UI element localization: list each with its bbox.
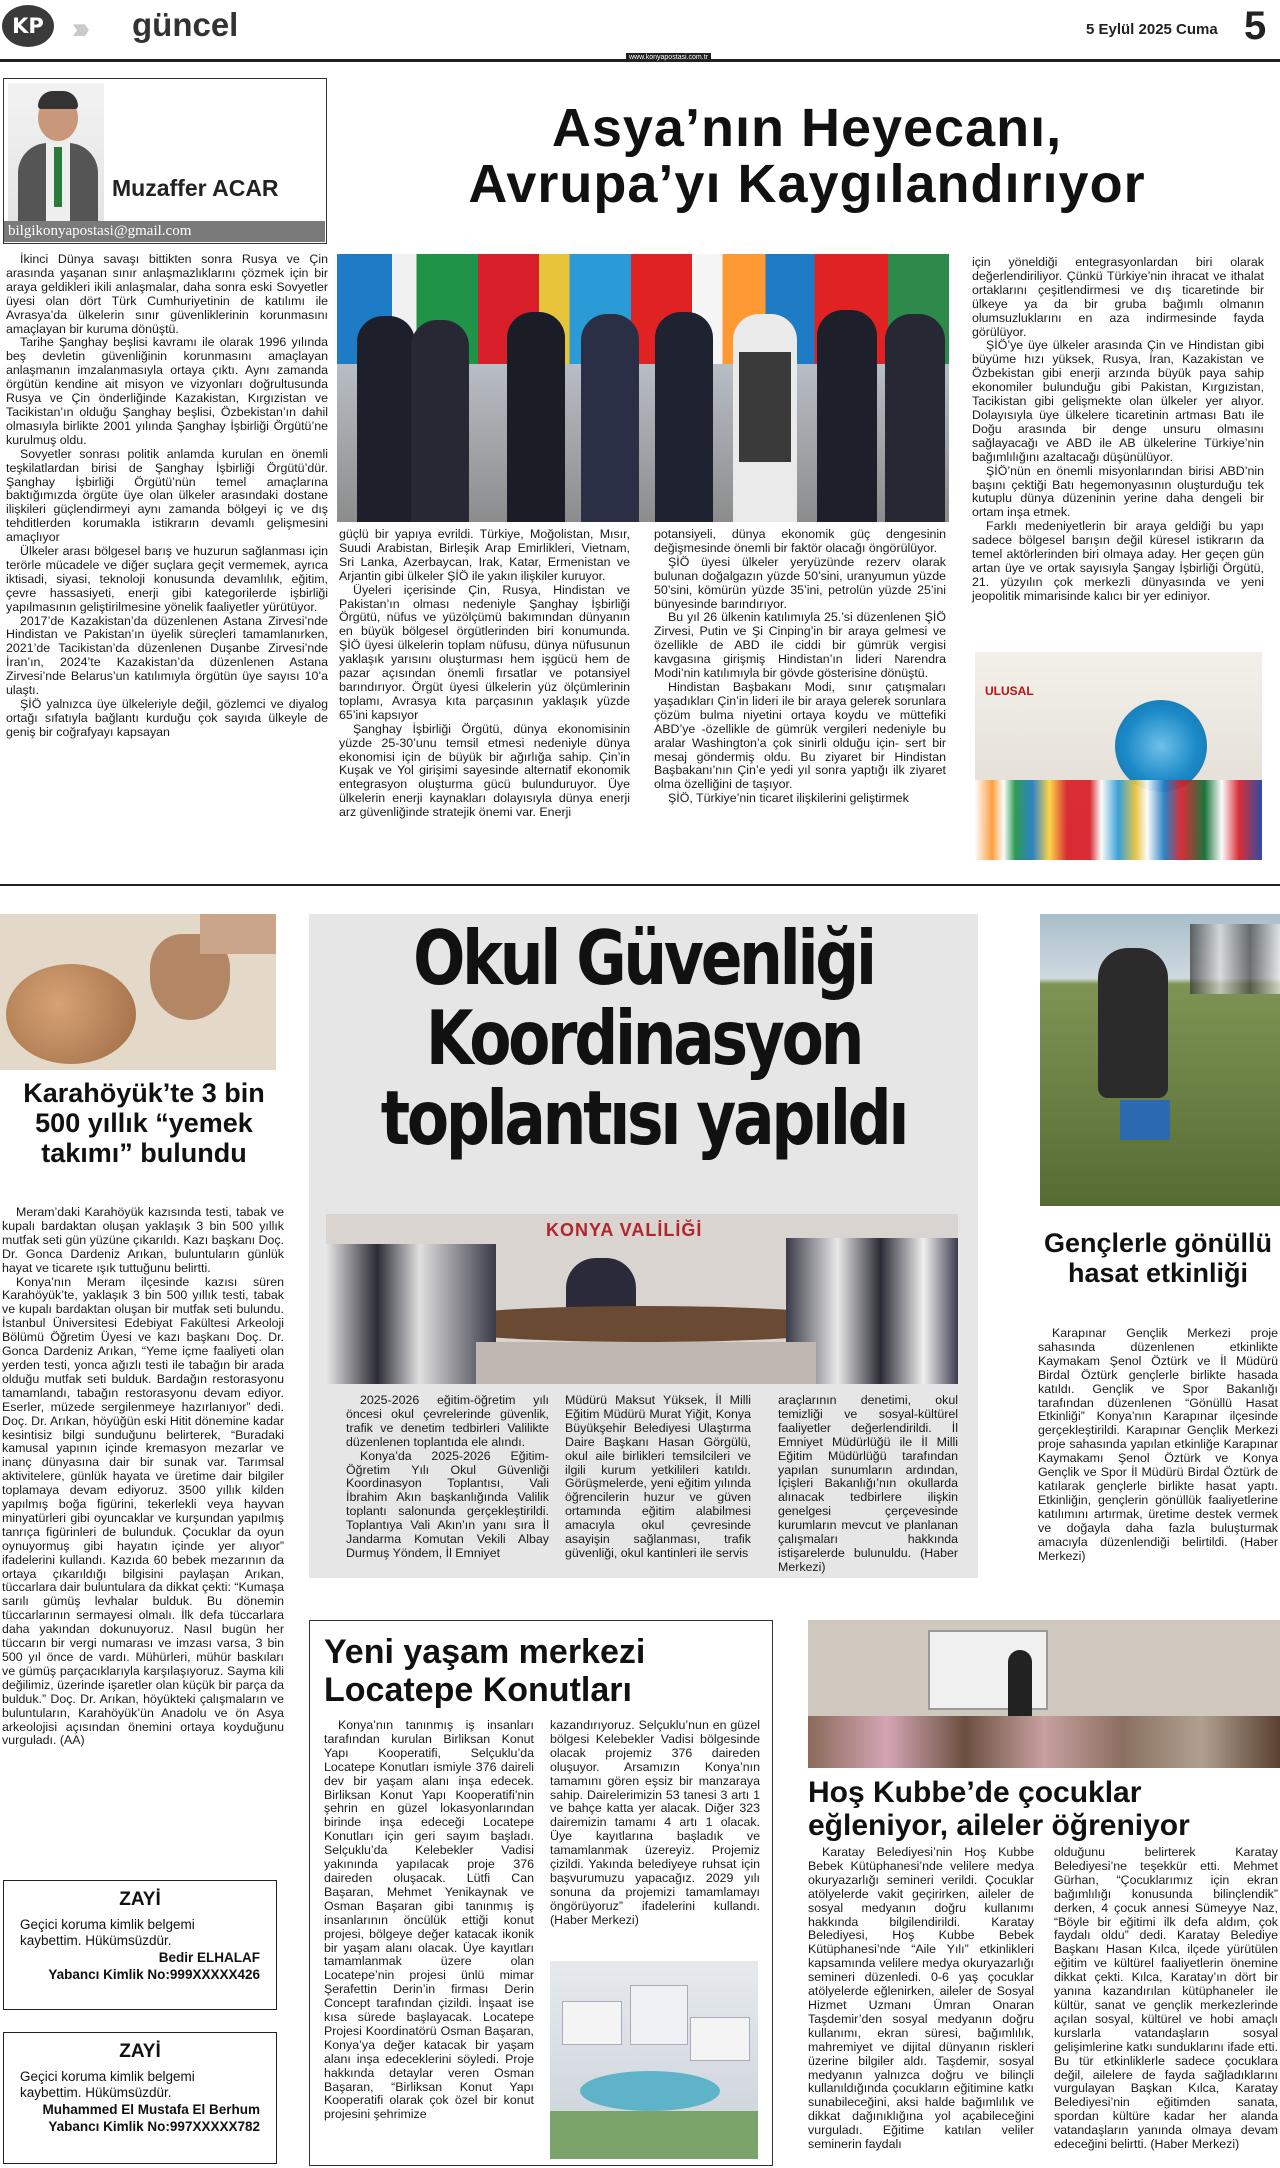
genclik-body — [1038, 1327, 1278, 1563]
paragraph: olduğunu belirterek Karatay Belediyesi’ne teşekkür etti. Mehmet Gürhan, “Çocuklarımız için ekran bağımlılığı konusunda bilinçlendik” derken, 4 çocuk annesi Sümeyye Naz, “Böyle bir eğitimi ilk defa aldım, çok faydalı oldu” dedi. Karatay Belediye Başkanı Hasan Kılca, ilçede yürütülen eğitim ve kültürel faaliyetlerin önemine dikkat çekti. Kılca, Karatay’ın dört bir yanına kazandırılan kütüphaneler ile kültür, sanat ve gençlik merkezlerinde açılan sosyal, kültürel ve hobi amaçlı kurslarla vatandaşların sosyal gelişimlerine katkı sunduklarını ifade etti. Bu tür etkinliklerle sadece çocuklara değil, ailelere de fayda sağladıklarını vurgulayan Başkan Kılca, Karatay Belediyesi’nin eğitimden sanata, spordan kültüre kadar her alanda vatandaşların yanında olmaya devam edeceğini belirtti. (Haber Merkezi) — [1054, 1845, 1278, 2152]
classified-ad — [3, 2032, 277, 2164]
lead-col-4 — [972, 256, 1264, 604]
photo-banner: KONYA VALİLİĞİ — [546, 1220, 703, 1240]
issue-date: 5 Eylül 2025 Cuma — [1086, 21, 1218, 38]
ad-name: Muhammed El Mustafa El Berhum — [42, 2102, 260, 2117]
okul-col-2 — [565, 1394, 751, 1561]
paragraph: Hindistan Başbakanı Modi, sınır çatışmaları yaşadıkları Çin’in lideri ile bir araya gelerek sorunlara çözüm bulma niyetini ortaya koydu ve müttefiki ABD’ye -özellikle de gümrük vergileri nedeniyle bu aralar Washington’a çok sinirli olduğu için- sert bir mesaj göndermiş oldu. Bu ziyaret bir Hindistan Başbakanı’nın Çin’e yedi yıl sonra yaptığı ilk ziyaret olma özelliğini de taşıyor. — [654, 679, 946, 792]
paragraph: ŞİÖ yalnızca üye ülkeleriyle değil, gözlemci ve diyalog ortağı sıfatıyla bağlantı kurduğu çok sayıda ülkeyle de geniş bir coğrafyayı kapsayan — [6, 697, 328, 739]
paragraph: Karatay Belediyesi’nin Hoş Kubbe Bebek Kütüphanesi’nde velilere medya okuryazarlığı semineri verildi. Çocuklar atölyelerde vakit geçirirken, aileler de sosyal medyanın doğru kullanımı hakkında bilgilendirildi. Karatay Belediyesi, Hoş Kubbe Bebek Kütüphanesi’nde “Aile Yılı” etkinlikleri kapsamında velilere medya okuryazarlığı semineri düzenledi. 0-6 yaş çocuklar atölyelerde eğlenirken, aileler de Sosyal Hizmet Uzmanı Ümran Onaran Taşdemir’den sosyal medyanın doğru kullanımı, ekran süresi, bağımlılık, mahremiyet ve dijital dünyanın riskleri üzerine bilgiler aldı. Taşdemir, sosyal medyanın yalnızca doğru ve bilinçli kullanıldığında çocukların eğitimine katkı sunabileceğini, aksi halde bağımlılık ve dikkat dağınıklığına yol açabileceğini vurguladı. Eğitime katılan veliler seminerin faydalı — [808, 1845, 1034, 2152]
paragraph: Üyeleri içerisinde Çin, Rusya, Hindistan ve Pakistan’ın olması nedeniyle Şanghay İşbirliği Örgütü, nüfus ve yüzölçümü bakımından dünyanın en büyük bölgesel örgütlerinden biri konumunda. ŞİÖ üyesi ülkelerin toplam nüfusu, dünya nüfusunun yaklaşık yarısını oluşturması hem işgücü hem de pazar açısından önemli fırsatlar ve potansiyel barındırıyor. Örgüt üyesi ülkelerin yüz ölçümlerinin toplamı, Avrasya kıta parçasının yaklaşık yüzde 65’ini kapsıyor — [339, 582, 630, 722]
kubbe-headline-line2: eğleniyor, aileler öğreniyor — [808, 1809, 1190, 1842]
paragraph: Farklı medeniyetlerin bir araya geldiği bu yapı sadece bölgesel barışın değil küresel istikrarın da temel aktörlerinden biri olmaya aday. Her geçen gün artan üye ve ortak sayısıyla Şangay İşbirliği Örgütü, 21. yüzyılın çok merkezli dünyasında ve yeni jeopolitik mimarisinde kalıcı bir yer ediniyor. — [972, 519, 1264, 603]
kubbe-headline-line1: Hoş Kubbe’de çocuklar — [808, 1776, 1142, 1809]
ad-title: ZAYİ — [119, 2041, 161, 2062]
lead-headline-line2: Avrupa’yı Kaygılandırıyor — [468, 154, 1146, 214]
lead-col-3 — [654, 528, 946, 806]
lead-col-1 — [6, 253, 328, 740]
okul-box — [309, 914, 978, 1578]
columnist-name: Muzaffer ACAR — [112, 175, 279, 201]
kubbe-headline — [808, 1776, 1280, 1842]
paragraph: Müdürü Maksut Yüksek, İl Milli Eğitim Müdürü Murat Yiğit, Konya Büyükşehir Belediyesi Ulaştırma Daire Başkanı Hasan Görgülü, okul aile birlikleri temsilcileri ve ilgili kurum yetkilileri katıldı. Görüşmelerde, yeni eğitim yılında öğrencilerin huzur ve güven ortamında eğitim alabilmesi amacıyla okul çevresinde asayişin sağlanması, trafik güvenliği, okul kantinleri ile servis — [565, 1393, 751, 1560]
paragraph: Konya’da 2025-2026 Eğitim-Öğretim Yılı Okul Güvenliği Koordinasyon Toplantısı, Vali İbrahim Akın başkanlığında Valilik toplantı salonunda gerçekleştirildi. Toplantıya Vali Akın’ın yanı sıra İl Jandarma Komutan Vekili Albay Durmuş Yöndem, İl Emniyet — [346, 1448, 549, 1560]
karahoyuk-headline: Karahöyük’te 3 bin 500 yıllık “yemek takımı” bulundu — [23, 1078, 265, 1168]
logo-text: KP — [12, 14, 44, 38]
ad-name: Bedir ELHALAF — [158, 1950, 260, 1965]
paragraph: ŞİÖ’nün en önemli misyonlarından birisi ABD’nin başını çektiği Batı hegemonyasının oluşturduğu tek kutuplu dünya düzeninin yerine daha dengeli bir ortam inşa etmek. — [972, 463, 1264, 520]
paragraph: ŞİÖ, Türkiye’nin ticaret ilişkilerini geliştirmek — [668, 791, 909, 806]
paragraph: araçlarının denetimi, okul temizliği ve sosyal-kültürel faaliyetler değerlendirildi. İl Emniyet Müdürlüğü ile İl Milli Eğitim Müdürlüğü tarafından yapılan sunumların ardından, İçişleri Bakanlığı’nın okullarda alınacak tedbirlere ilişkin genelgesi çerçevesinde kurumların mevcut ve planlanan çalışmaları hakkında istişarelerde bulunuldu. (Haber Merkezi) — [778, 1393, 958, 1574]
site-url: www.konyapostasi.com.tr — [626, 53, 711, 62]
paragraph: İkinci Dünya savaşı bittikten sonra Rusya ve Çin arasında yaşanan sınır anlaşmazlıklarını çözmek için bir araya geldikleri ikili anlaşmalar, daha sonra eski Sovyetler üyesi olan dört Türk Cumhuriyetinin de katılımı ile Avrasya’da ülkelerin sınır güvenliklerinin korunmasını amaçlayan bir kuruma dönüştü. — [6, 252, 328, 336]
yasam-col-2 — [550, 1719, 760, 1928]
okul-headline-line3: toplantısı yapıldı — [380, 1074, 907, 1162]
paragraph: güçlü bir yapıya evrildi. Türkiye, Moğolistan, Mısır, Suudi Arabistan, Birleşik Arap Emirlikleri, Vietnam, Sri Lanka, Azerbaycan, Irak, Katar, Ermenistan ve Arjantin gibi ülkeler ŞİÖ ile yakın ilişkiler kuruyor. — [339, 527, 630, 583]
page-number: 5 — [1244, 4, 1267, 48]
paragraph: Konya’nın Meram ilçesinde kazısı süren Karahöyük’te, yaklaşık 3 bin 500 yıllık testi, tabak ve kupalı bardaktan oluşan bir mutfak seti bulundu. İstanbul Üniversitesi Edebiyat Fakültesi Arkeoloji Bölümü Öğretim Üyesi ve kazı başkanı Doç. Dr. Gonca Dardeniz Arıkan, “Yeme içme faaliyeti olan yerden testi, yonca ağızlı testi ile tabağın bir arada olduğu mutfak seti bulduk. Bardağın restorasyonu tamamlandı, tabağın restorasyonu devam ediyor. Eserler, müzede sergilenmeye hazırlanıyor” dedi. Doç. Dr. Arıkan, höyüğün eski Hitit dönemine kadar kesintisiz bilgi sunduğunu belirterek, “Buradaki kamusal yapının içinde kremasyon mezarlar ve inanç dünyasına dair bir sunak var. Tarımsal aktivitelere, günlük hayata ve üretime dair bilgiler toplamaya devam ediyoruz. 3500 yıllık kilden yapılmış boğa figürini, tekerlekli veya hayvan minyatürleri gibi oyuncaklar ve kurşundan yapılmış tanrıça figürinleri de bulunduk. Çocuklar da oyun oynuyormuş gibi hayatın içinde yer alıyor” ifadelerini kullandı. Kazıda 60 bebek mezarının da ortaya çıkarıldığı bilgisini paylaşan Arıkan, tüccarlara dair buluntulara da dikkat çekti: “Kumaşa sarılı gümüş levhalar bulduk. Bu dönemin tüccarlarının sermayesi olmalı. İlk defa tüccarlara daha yakından dokunuyoruz. Nasıl bugün her tüccarın bir vergi numarası ve imzası varsa, 3 bin 500 yıl önce de vardı. Mühürleri, mühür baskıları ve gümüş parçacıklarıyla karşılaşıyoruz. Sayma kili değilimiz, üzerinde işaretler olan küçük bir parça da bulduk.” Doç. Dr. Arıkan, höyükteki çalışmaların ve buluntuların, Karahöyük’ün Anadolu ve ön Asya arkeolojisi açısından önemini ortaya koyduğunu vurguladı. (AA) — [2, 1274, 284, 1748]
paragraph: Ülkeler arası bölgesel barış ve huzurun sağlanması için terörle mücadele ve diğer suçlara geçit vermemek, ayrıca iktisadi, siyasi, teknoloji konusunda devamlılık, eğitim, çevre hassasiyeti, enerji gibi kategorilerde işbirliği yapılmasının geliştirilmesine yönelik faaliyetler yürütüyor. — [6, 544, 328, 614]
yasam-box — [309, 1620, 773, 2166]
banner-caption: ULUSAL — [985, 684, 1034, 698]
okul-col-1 — [346, 1394, 549, 1561]
meeting-photo — [326, 1214, 958, 1384]
okul-headline-line1: Okul Güvenliği — [413, 914, 874, 1002]
yasam-col-1 — [324, 1719, 534, 2122]
yasam-headline-line2: Locatepe Konutları — [324, 1671, 632, 1709]
rendering-photo — [550, 1961, 758, 2159]
section-title: güncel — [132, 6, 239, 43]
logo — [2, 5, 54, 47]
paragraph: Sovyetler sonrası politik anlamda kurulan en önemli teşkilatlardan birisi de Şanghay İşbirliği Örgütü’dür. Şanghay İşbirliği Örgütü’nün temel amaçlarına baktığımızda örgüte üye olan ülkeler arasındaki dostane ilişkileri güçlendirmeyi aynı zamanda bölgeyi iç ve dış tehditlerden korumakla istikrarın devamlı gelişmesini amaçlıyor — [6, 446, 328, 545]
genclik-headline: Gençlerle gönüllü hasat etkinliği — [1043, 1228, 1273, 1288]
kubbe-col-2 — [1054, 1846, 1278, 2152]
ad-id: Yabancı Kimlik No:997XXXXX782 — [48, 2119, 260, 2134]
pottery-photo — [0, 914, 276, 1070]
sco-flags-photo — [975, 652, 1262, 860]
paragraph: Tarihe Şanghay beşlisi kavramı ile olarak 1996 yılında beş devletin güvenliğinin korunmasını amaçlayan anlaşmanın imzalanmasıyla ortaya çıktı. Aynı zamanda örgütün kendine ait misyon ve vizyonları doğrultusunda Rusya ve Çin önderliğinde Kazakistan, Kırgızistan ve Tacikistan’ın olduğu Şanghay beşlisi, Özbekistan’ın dahil olmasıyla birlikte 2001 yılında Şanghay İşbirliği Örgütü’ne kurulmuş oldu. — [6, 335, 328, 447]
paragraph: Karapınar Gençlik Merkezi proje sahasında düzenlenen etkinlikte Kaymakam Şenol Öztürk ve İl Müdürü Birdal Öztürk gençlerle birlikte hasada katıldı. Gençlik ve Spor Bakanlığı tarafından düzenlenen “Gönüllü Hasat Etkinliği” Konya’nın Karapınar ilçesinde gerçekleştirildi. Karapınar Gençlik Merkezi proje sahasında yapılan etkinliğe Karapınar Kaymakamı Şenol Öztürk ve Konya Gençlik ve Spor İl Müdürü Birdal Öztürk de katılarak gençlerle birlikte hasat yaptı. Etkinliğin, gençlerin gönüllük faaliyetlerine katılımını artırmak, üretime destek vermek ve doğayla daha fazla buluşturmak amacıyla düzenlendiği belirtildi. (Haber Merkezi) — [1038, 1326, 1278, 1563]
paragraph: 2017’de Kazakistan’da düzenlenen Astana Zirvesi’nde Hindistan ve Pakistan’ın üyelik süreçleri tamamlanırken, 2021’de Tacikistan’da düzenlenen Duşanbe Zirvesi’nde İran’ın, 2024’te Kazakistan’da düzenlenen Astana Zirvesi’nde Belarus’un katılımıyla örgütün üye sayısı 10’a ulaştı. — [6, 613, 328, 698]
ad-title: ZAYİ — [119, 1889, 161, 1910]
okul-col-3 — [778, 1394, 958, 1575]
columnist-photo — [8, 83, 104, 223]
kubbe-col-1 — [808, 1846, 1034, 2152]
paragraph: 2025-2026 eğitim-öğretim yılı öncesi okul çevrelerinde güvenlik, trafik ve denetim tedbirleri Valilikte düzenlenen toplantıda ele alındı. — [346, 1393, 549, 1449]
classified-ad — [3, 1880, 277, 2010]
section-divider — [0, 884, 1280, 886]
ad-body: Geçici koruma kimlik belgemi kaybettim. Hükümsüzdür. — [20, 1917, 195, 1948]
paragraph: Meram’daki Karahöyük kazısında testi, tabak ve kupalı bardaktan oluşan yaklaşık 3 bin 500 yıllık mutfak seti gün yüzüne çıkarıldı. Kazı başkanı Doç. Dr. Gonca Dardeniz Arıkan, buluntuların günlük hayat ve ticarete ışık tuttuğunu belirtti. — [2, 1205, 284, 1275]
masthead — [0, 0, 1280, 61]
paragraph: kazandırıyoruz. Selçuklu’nun en güzel bölgesi Kelebekler Vadisi bölgesinde olacak projemiz 376 daireden oluşuyor. Arsamızın Konya’nın tamamını gören eşsiz bir manzaraya sahip. Dairelerimizin 53 tanesi 3 artı 1 ve bahçe katta yer alacak. Diğer 323 dairemizin tamamı 4 artı 1 olacak. Üye kayıtlarına başladık ve tamamlanmak üzereyiz. Projemiz çizildi. Yakında belediyeye ruhsat için başvurumuzu yapacağız. 2029 yılı sonuna da projemizi tamamlamayı öngörüyoruz” ifadelerini kullandı. (Haber Merkezi) — [550, 1718, 760, 1927]
lead-headline — [340, 100, 1274, 212]
ad-id: Yabancı Kimlik No:999XXXXX426 — [48, 1967, 260, 1982]
yasam-headline-line1: Yeni yaşam merkezi — [324, 1633, 646, 1671]
summit-photo — [337, 254, 949, 522]
lead-col-2 — [339, 528, 630, 820]
columnist-email: bilgikonyapostasi@gmail.com — [4, 221, 325, 242]
paragraph: için yöneldiği entegrasyonlardan biri olarak değerlendiriliyor. Çünkü Türkiye’nin ihracat ve ithalat ortaklarını çeşitlendirmesi ve dış ticaretinde bir ülkeye ya da bir gruba bağımlı olmanın olumsuzluklarını en aza indirmesinde fayda görülüyor. — [972, 255, 1264, 339]
chevrons-icon: ››› — [72, 12, 84, 45]
paragraph: potansiyeli, dünya ekonomik güç dengesinin değişmesinde önemli bir faktör olacağı öngörülüyor. — [654, 527, 946, 555]
seminar-photo — [808, 1620, 1280, 1768]
ad-body: Geçici koruma kimlik belgemi kaybettim. Hükümsüzdür. — [20, 2069, 195, 2100]
paragraph: ŞİÖ üyesi ülkeler yeryüzünde rezerv olarak bulunan doğalgazın yüzde 50’sini, uranyumun yüzde 50’sini, kömürün yüzde 35’ini, petrolün yüzde 25’ini bünyesinde barındırıyor. — [654, 554, 946, 611]
paragraph: ŞİÖ’ye üye ülkeler arasında Çin ve Hindistan gibi büyüme hızı yüksek, Rusya, İran, Kazakistan ve Özbekistan gibi enerji arzında büyük paya sahip ekonomiler bulunduğu gibi Pakistan, Kırgızistan, Tacikistan gibi gelişmekte olan ülkeler yer alıyor. Dolayısıyla üye ülkelere ticaretinin artması Batı ile Doğu arasında bir denge unsuru olmasını sağlayacağı ve ABD ile AB ülkelerine Türkiye’nin bağımlılığını azaltacağı düşünülüyor. — [972, 338, 1264, 464]
yasam-headline — [324, 1633, 764, 1709]
okul-headline — [369, 914, 918, 1162]
paragraph: Şanghay İşbirliği Örgütü, dünya ekonomisinin yüzde 25-30’unu temsil etmesi nedeniyle dünya ekonomisi için de büyük bir ağırlığa sahip. Çin’in Kuşak ve Yol girişimi sayesinde alternatif ekonomik entegrasyon oluşturma gücü bulunduruyor. Üye ülkelerin enerji kaynakları dolayısıyla dünya enerji arz güvenliğinde stratejik önemi var. Enerji — [339, 721, 630, 820]
harvest-photo — [1040, 914, 1280, 1206]
columnist-box — [3, 78, 327, 244]
lead-headline-line1: Asya’nın Heyecanı, — [551, 98, 1063, 158]
karahoyuk-body — [2, 1206, 284, 1748]
paragraph: Bu yıl 26 ülkenin katılımıyla 25.’si düzenlenen ŞİÖ Zirvesi, Putin ve Şi Cinping’in bir araya gelmesi ve özellikle de ABD ile ciddi bir gümrük vergisi kavgasına girişmiş Hindistan’ın lideri Narendra Modi’nin katılımıyla bir gövde gösterisine dönüştü. — [654, 610, 946, 681]
okul-headline-line2: Koordinasyon — [425, 994, 862, 1082]
paragraph: Konya’nın tanınmış iş insanları tarafından kurulan Birliksan Konut Yapı Kooperatifi, Selçuklu’da Locatepe Konutları ismiyle 376 daireli dev bir yaşam alanı inşa edecek. Birliksan Konut Yapı Kooperatifi’nin şehrin en güzel lokasyonlarından birinde inşa edeceği Locatepe Konutları için geri sayım başladı. Selçuklu’da Kelebekler Vadisi yakınında yapılacak proje 376 daireden oluşacak. Lütfi Can Başaran, Mehmet Yenikaynak ve Osman Başaran gibi tanınmış iş insanlarının öncülük ettiği konut projesi, bölgeye değer katacak ikonik bir yaşam alanı olacak. Üye kayıtları tamamlanmak üzere olan Locatepe’nin projesi ünlü mimar Şerafettin Derin’in firması Derin Concept tarafından çizildi. İnşaat ise kısa sürede başlayacak. Locatepe Projesi Koordinatörü Osman Başaran, Konya’ya değer katacak bir yaşam alanı inşa edeceklerini söyledi. Proje hakkında detaylar veren Osman Başaran, “Birliksan Konut Yapı Kooperatifi olarak çok özel bir konut projesini şehrimize — [324, 1718, 534, 2122]
